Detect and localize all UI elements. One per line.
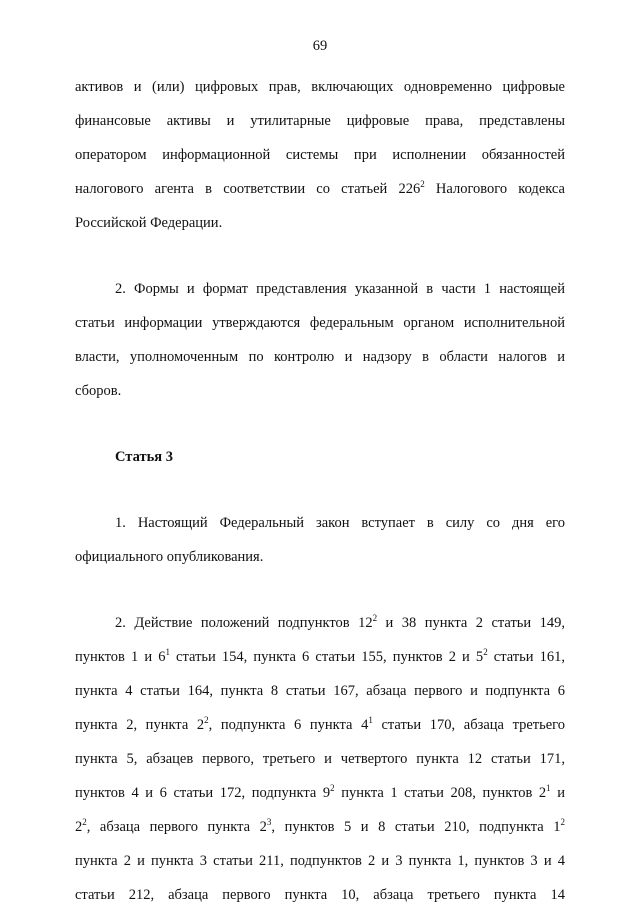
text-line: оператором информационной системы при исполнении обязанностей — [75, 147, 565, 163]
text-line: налогового агента в соответствии со статьей $226^2$ Налогового кодекса — [75, 179, 565, 197]
paragraph-gap — [75, 474, 565, 506]
text-line: Российской Федерации. — [75, 215, 223, 231]
text-line: 2. Формы и формат представления указанной в части 1 настоящей — [115, 281, 565, 297]
text-line: финансовые активы и утилитарные цифровые права, представлены — [75, 113, 565, 129]
paragraph-gap — [75, 574, 565, 606]
paragraph — [75, 70, 565, 240]
text-line: пунктов 4 и 6 статьи 172, подпункта $9^2$ пункта 1 статьи 208, пунктов $2^1$ и — [75, 783, 565, 801]
text-line: пункта 2 и пункта 3 статьи 211, подпунктов 2 и 3 пункта 1, пунктов 3 и 4 — [75, 853, 565, 869]
text-line: сборов. — [75, 383, 122, 399]
text-line: 2. Действие положений подпунктов $12^2$ и 38 пункта 2 статьи 149, — [115, 613, 565, 631]
text-line: пункта 4 статьи 164, пункта 8 статьи 167, абзаца первого и подпункта 6 — [75, 683, 565, 699]
paragraph-gap — [75, 240, 565, 272]
text-line: пункта 5, абзацев первого, третьего и четвертого пункта 12 статьи 171, — [75, 751, 565, 767]
page-number: 69 — [312, 38, 328, 54]
paragraph — [75, 272, 565, 408]
paragraph-gap — [75, 408, 565, 440]
paragraph — [75, 606, 565, 912]
text-line: статьи 212, абзаца первого пункта 10, абзаца третьего пункта 14 — [75, 887, 565, 903]
text-line: пункта 2, пункта $2^2$, подпункта 6 пункта $4^1$ статьи 170, абзаца третьего — [75, 715, 565, 733]
text-line: официального опубликования. — [75, 549, 264, 565]
article-heading: Статья 3 — [115, 449, 173, 465]
text-line: $2^2$, абзаца первого пункта $2^3$, пунктов 5 и 8 статьи 210, подпункта $1^2$ — [75, 817, 565, 835]
text-line: 1. Настоящий Федеральный закон вступает в силу со дня его — [115, 515, 565, 531]
text-line: активов и (или) цифровых прав, включающих одновременно цифровые — [75, 79, 565, 95]
text-line: статьи информации утверждаются федеральным органом исполнительной — [75, 315, 565, 331]
text-line: власти, уполномоченным по контролю и надзору в области налогов и — [75, 349, 565, 365]
document-body — [75, 70, 565, 912]
text-line: пунктов 1 и $6^1$ статьи 154, пункта 6 статьи 155, пунктов 2 и $5^2$ статьи 161, — [75, 647, 565, 665]
paragraph — [75, 506, 565, 574]
